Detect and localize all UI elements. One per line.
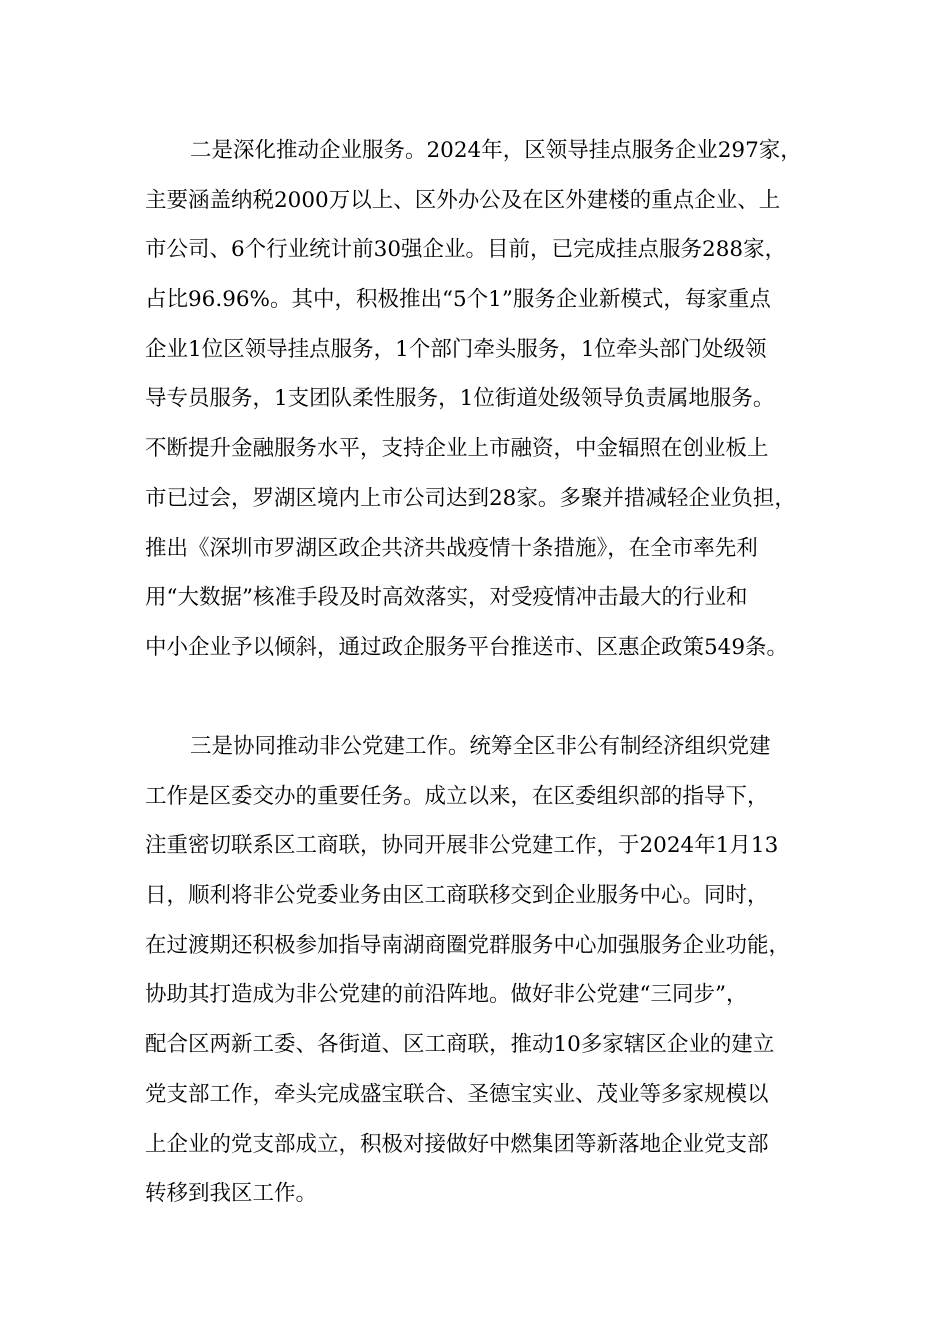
paragraph-line: 在过渡期还积极参加指导南湖商圈党群服务中心加强服务企业功能， — [145, 932, 791, 958]
paragraph-line: 用“大数据”核准手段及时高效落实，对受疫情冲击最大的行业和 — [145, 585, 748, 611]
paragraph-enterprise-service — [145, 126, 815, 673]
paragraph-line: 配合区两新工委、各街道、区工商联，推动10多家辖区企业的建立 — [145, 1032, 775, 1058]
paragraph-line: 二是深化推动企业服务。2024年，区领导挂点服务企业297家， — [190, 138, 802, 163]
paragraph-line: 转移到我区工作。 — [145, 1181, 318, 1207]
paragraph-line: 导专员服务，1支团队柔性服务，1位街道处级领导负责属地服务。 — [145, 386, 775, 412]
paragraph-line: 中小企业予以倾斜，通过政企服务平台推送市、区惠企政策549条。 — [145, 634, 789, 660]
paragraph-line: 占比96.96%。其中，积极推出“5个1”服务企业新模式，每家重点 — [145, 287, 771, 313]
paragraph-line: 注重密切联系区工商联，协同开展非公党建工作，于2024年1月13 — [145, 833, 779, 859]
paragraph-line: 推出《深圳市罗湖区政企共济共战疫情十条措施》，在全市率先利 — [145, 535, 758, 561]
paragraph-line: 上企业的党支部成立，积极对接做好中燃集团等新落地企业党支部 — [145, 1131, 769, 1157]
paragraph-line: 党支部工作，牵头完成盛宝联合、圣德宝实业、茂业等多家规模以 — [145, 1081, 769, 1107]
paragraph-line: 工作是区委交办的重要任务。成立以来，在区委组织部的指导下， — [145, 783, 769, 809]
paragraph-line: 企业1位区领导挂点服务，1个部门牵头服务，1位牵头部门处级领 — [145, 336, 767, 362]
paragraph-line: 市已过会，罗湖区境内上市公司达到28家。多聚并措减轻企业负担， — [145, 485, 796, 511]
paragraph-line: 市公司、6个行业统计前30强企业。目前，已完成挂点服务288家， — [145, 237, 787, 263]
paragraph-line: 不断提升金融服务水平，支持企业上市融资，中金辐照在创业板上 — [145, 436, 769, 462]
paragraph-line: 协助其打造成为非公党建的前沿阵地。做好非公党建“三同步”， — [145, 982, 748, 1008]
paragraph-party-building — [145, 722, 815, 1219]
paragraph-line: 日，顺利将非公党委业务由区工商联移交到企业服务中心。同时， — [145, 883, 769, 909]
paragraph-line: 主要涵盖纳税2000万以上、区外办公及在区外建楼的重点企业、上 — [145, 187, 781, 213]
paragraph-line: 三是协同推动非公党建工作。统筹全区非公有制经济组织党建 — [190, 734, 771, 759]
